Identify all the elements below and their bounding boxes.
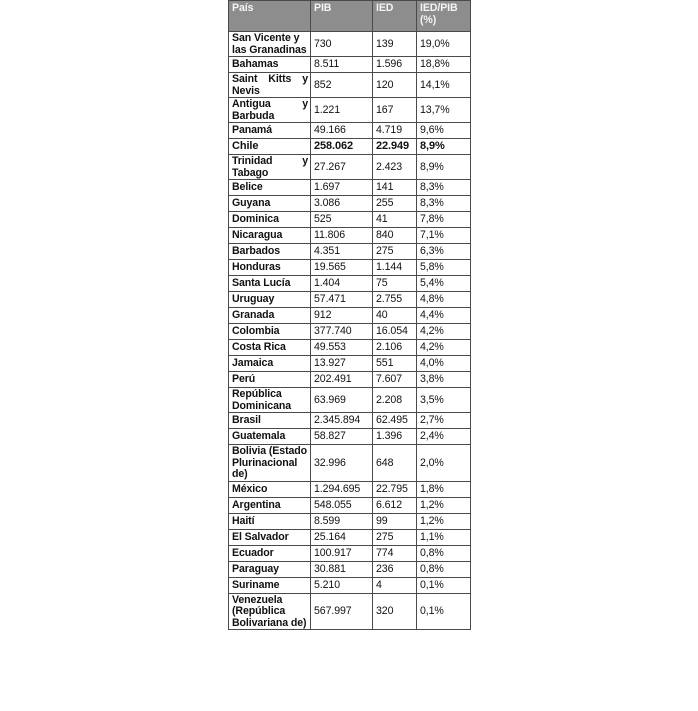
ied-cell: 167 bbox=[373, 98, 417, 123]
pib-cell: 25.164 bbox=[311, 529, 373, 545]
ied-cell: 1.596 bbox=[373, 57, 417, 73]
ied-pib-cell: 7,8% bbox=[417, 212, 471, 228]
ied-pib-cell: 8,3% bbox=[417, 180, 471, 196]
table-row bbox=[229, 180, 471, 196]
ied-pib-cell: 7,1% bbox=[417, 228, 471, 244]
pib-cell: 49.166 bbox=[311, 123, 373, 139]
table-row bbox=[229, 196, 471, 212]
ied-cell: 139 bbox=[373, 32, 417, 57]
ied-pib-cell: 14,1% bbox=[417, 73, 471, 98]
table-header-row bbox=[229, 1, 471, 32]
table-row bbox=[229, 292, 471, 308]
pib-cell: 63.969 bbox=[311, 388, 373, 413]
ied-pib-cell: 5,4% bbox=[417, 276, 471, 292]
country-cell: San Vicente y las Granadinas bbox=[229, 32, 311, 57]
pib-cell: 2.345.894 bbox=[311, 413, 373, 429]
ied-cell: 2.208 bbox=[373, 388, 417, 413]
country-cell: Antigua y Barbuda bbox=[229, 98, 311, 123]
pib-cell: 1.697 bbox=[311, 180, 373, 196]
ied-cell: 1.396 bbox=[373, 429, 417, 445]
table-row bbox=[229, 57, 471, 73]
ied-pib-cell: 0,8% bbox=[417, 545, 471, 561]
ied-cell: 840 bbox=[373, 228, 417, 244]
ied-cell: 1.144 bbox=[373, 260, 417, 276]
ied-cell: 648 bbox=[373, 445, 417, 482]
table-row bbox=[229, 513, 471, 529]
ied-pib-cell: 2,4% bbox=[417, 429, 471, 445]
country-cell: Santa Lucía bbox=[229, 276, 311, 292]
header-pib: PIB bbox=[311, 1, 373, 32]
pib-cell: 30.881 bbox=[311, 561, 373, 577]
country-cell: Venezuela (República Bolivariana de) bbox=[229, 593, 311, 630]
country-cell: Guatemala bbox=[229, 429, 311, 445]
table-row bbox=[229, 577, 471, 593]
ied-cell: 62.495 bbox=[373, 413, 417, 429]
pib-cell: 100.917 bbox=[311, 545, 373, 561]
pib-cell: 58.827 bbox=[311, 429, 373, 445]
table-row bbox=[229, 244, 471, 260]
country-cell: Perú bbox=[229, 372, 311, 388]
table-row bbox=[229, 356, 471, 372]
ied-pib-cell: 2,7% bbox=[417, 413, 471, 429]
ied-cell: 141 bbox=[373, 180, 417, 196]
country-cell: El Salvador bbox=[229, 529, 311, 545]
pib-cell: 3.086 bbox=[311, 196, 373, 212]
country-cell: Bahamas bbox=[229, 57, 311, 73]
table-row bbox=[229, 260, 471, 276]
ied-cell: 22.795 bbox=[373, 481, 417, 497]
country-cell: Paraguay bbox=[229, 561, 311, 577]
ied-cell: 255 bbox=[373, 196, 417, 212]
pib-cell: 11.806 bbox=[311, 228, 373, 244]
country-cell: Panamá bbox=[229, 123, 311, 139]
ied-pib-cell: 8,9% bbox=[417, 139, 471, 155]
table-row bbox=[229, 212, 471, 228]
pib-cell: 32.996 bbox=[311, 445, 373, 482]
ied-pib-cell: 8,9% bbox=[417, 155, 471, 180]
table-body bbox=[229, 32, 471, 630]
country-cell: Belice bbox=[229, 180, 311, 196]
table-row bbox=[229, 429, 471, 445]
table-row bbox=[229, 228, 471, 244]
ied-pib-cell: 13,7% bbox=[417, 98, 471, 123]
pib-cell: 1.404 bbox=[311, 276, 373, 292]
ied-cell: 120 bbox=[373, 73, 417, 98]
ied-pib-cell: 0,8% bbox=[417, 561, 471, 577]
country-cell: Bolivia (Estado Plurinacional de) bbox=[229, 445, 311, 482]
table-row bbox=[229, 593, 471, 630]
ied-pib-table bbox=[228, 0, 471, 630]
pib-cell: 57.471 bbox=[311, 292, 373, 308]
header-ied-pib: IED/PIB (%) bbox=[417, 1, 471, 32]
ied-cell: 4 bbox=[373, 577, 417, 593]
ied-pib-cell: 1,1% bbox=[417, 529, 471, 545]
pib-cell: 5.210 bbox=[311, 577, 373, 593]
ied-cell: 40 bbox=[373, 308, 417, 324]
ied-pib-cell: 0,1% bbox=[417, 593, 471, 630]
ied-pib-cell: 1,2% bbox=[417, 513, 471, 529]
pib-cell: 912 bbox=[311, 308, 373, 324]
ied-pib-table-document bbox=[228, 0, 470, 630]
country-cell: Honduras bbox=[229, 260, 311, 276]
pib-cell: 49.553 bbox=[311, 340, 373, 356]
ied-cell: 75 bbox=[373, 276, 417, 292]
table-row bbox=[229, 372, 471, 388]
table-row bbox=[229, 324, 471, 340]
country-cell: Chile bbox=[229, 139, 311, 155]
pib-cell: 13.927 bbox=[311, 356, 373, 372]
country-cell: Haití bbox=[229, 513, 311, 529]
ied-cell: 551 bbox=[373, 356, 417, 372]
table-row bbox=[229, 497, 471, 513]
ied-cell: 6.612 bbox=[373, 497, 417, 513]
table-row bbox=[229, 529, 471, 545]
country-cell: Suriname bbox=[229, 577, 311, 593]
ied-pib-cell: 18,8% bbox=[417, 57, 471, 73]
header-ied: IED bbox=[373, 1, 417, 32]
table-row bbox=[229, 413, 471, 429]
pib-cell: 258.062 bbox=[311, 139, 373, 155]
pib-cell: 548.055 bbox=[311, 497, 373, 513]
ied-cell: 2.755 bbox=[373, 292, 417, 308]
country-cell: República Dominicana bbox=[229, 388, 311, 413]
header-pais: País bbox=[229, 1, 311, 32]
pib-cell: 202.491 bbox=[311, 372, 373, 388]
table-row bbox=[229, 276, 471, 292]
country-cell: Brasil bbox=[229, 413, 311, 429]
ied-cell: 22.949 bbox=[373, 139, 417, 155]
ied-cell: 275 bbox=[373, 529, 417, 545]
country-cell: Colombia bbox=[229, 324, 311, 340]
country-cell: Saint Kitts y Nevis bbox=[229, 73, 311, 98]
country-cell: Dominica bbox=[229, 212, 311, 228]
ied-pib-cell: 4,2% bbox=[417, 324, 471, 340]
pib-cell: 8.511 bbox=[311, 57, 373, 73]
ied-pib-cell: 19,0% bbox=[417, 32, 471, 57]
table-row bbox=[229, 155, 471, 180]
table-row bbox=[229, 123, 471, 139]
pib-cell: 525 bbox=[311, 212, 373, 228]
table-row bbox=[229, 445, 471, 482]
ied-cell: 275 bbox=[373, 244, 417, 260]
pib-cell: 8.599 bbox=[311, 513, 373, 529]
table-row bbox=[229, 139, 471, 155]
ied-pib-cell: 4,0% bbox=[417, 356, 471, 372]
pib-cell: 730 bbox=[311, 32, 373, 57]
ied-pib-cell: 8,3% bbox=[417, 196, 471, 212]
ied-cell: 16.054 bbox=[373, 324, 417, 340]
pib-cell: 4.351 bbox=[311, 244, 373, 260]
ied-pib-cell: 3,5% bbox=[417, 388, 471, 413]
table-row bbox=[229, 545, 471, 561]
ied-cell: 2.423 bbox=[373, 155, 417, 180]
pib-cell: 567.997 bbox=[311, 593, 373, 630]
ied-pib-cell: 0,1% bbox=[417, 577, 471, 593]
country-cell: Barbados bbox=[229, 244, 311, 260]
country-cell: Uruguay bbox=[229, 292, 311, 308]
country-cell: Granada bbox=[229, 308, 311, 324]
ied-pib-cell: 4,8% bbox=[417, 292, 471, 308]
pib-cell: 1.221 bbox=[311, 98, 373, 123]
pib-cell: 1.294.695 bbox=[311, 481, 373, 497]
table-row bbox=[229, 73, 471, 98]
country-cell: Guyana bbox=[229, 196, 311, 212]
table-row bbox=[229, 32, 471, 57]
ied-cell: 774 bbox=[373, 545, 417, 561]
ied-pib-cell: 4,4% bbox=[417, 308, 471, 324]
pib-cell: 377.740 bbox=[311, 324, 373, 340]
ied-cell: 4.719 bbox=[373, 123, 417, 139]
ied-cell: 41 bbox=[373, 212, 417, 228]
table-row bbox=[229, 98, 471, 123]
table-row bbox=[229, 308, 471, 324]
pib-cell: 27.267 bbox=[311, 155, 373, 180]
ied-cell: 320 bbox=[373, 593, 417, 630]
table-row bbox=[229, 561, 471, 577]
pib-cell: 852 bbox=[311, 73, 373, 98]
table-row bbox=[229, 388, 471, 413]
country-cell: Argentina bbox=[229, 497, 311, 513]
country-cell: Trinidad y Tabago bbox=[229, 155, 311, 180]
country-cell: Jamaica bbox=[229, 356, 311, 372]
ied-pib-cell: 9,6% bbox=[417, 123, 471, 139]
table-row bbox=[229, 340, 471, 356]
ied-pib-cell: 6,3% bbox=[417, 244, 471, 260]
ied-cell: 99 bbox=[373, 513, 417, 529]
country-cell: Nicaragua bbox=[229, 228, 311, 244]
country-cell: México bbox=[229, 481, 311, 497]
ied-pib-cell: 5,8% bbox=[417, 260, 471, 276]
country-cell: Costa Rica bbox=[229, 340, 311, 356]
ied-cell: 2.106 bbox=[373, 340, 417, 356]
ied-pib-cell: 3,8% bbox=[417, 372, 471, 388]
ied-pib-cell: 1,2% bbox=[417, 497, 471, 513]
country-cell: Ecuador bbox=[229, 545, 311, 561]
pib-cell: 19.565 bbox=[311, 260, 373, 276]
ied-pib-cell: 1,8% bbox=[417, 481, 471, 497]
table-row bbox=[229, 481, 471, 497]
ied-cell: 236 bbox=[373, 561, 417, 577]
ied-pib-cell: 4,2% bbox=[417, 340, 471, 356]
ied-pib-cell: 2,0% bbox=[417, 445, 471, 482]
ied-cell: 7.607 bbox=[373, 372, 417, 388]
